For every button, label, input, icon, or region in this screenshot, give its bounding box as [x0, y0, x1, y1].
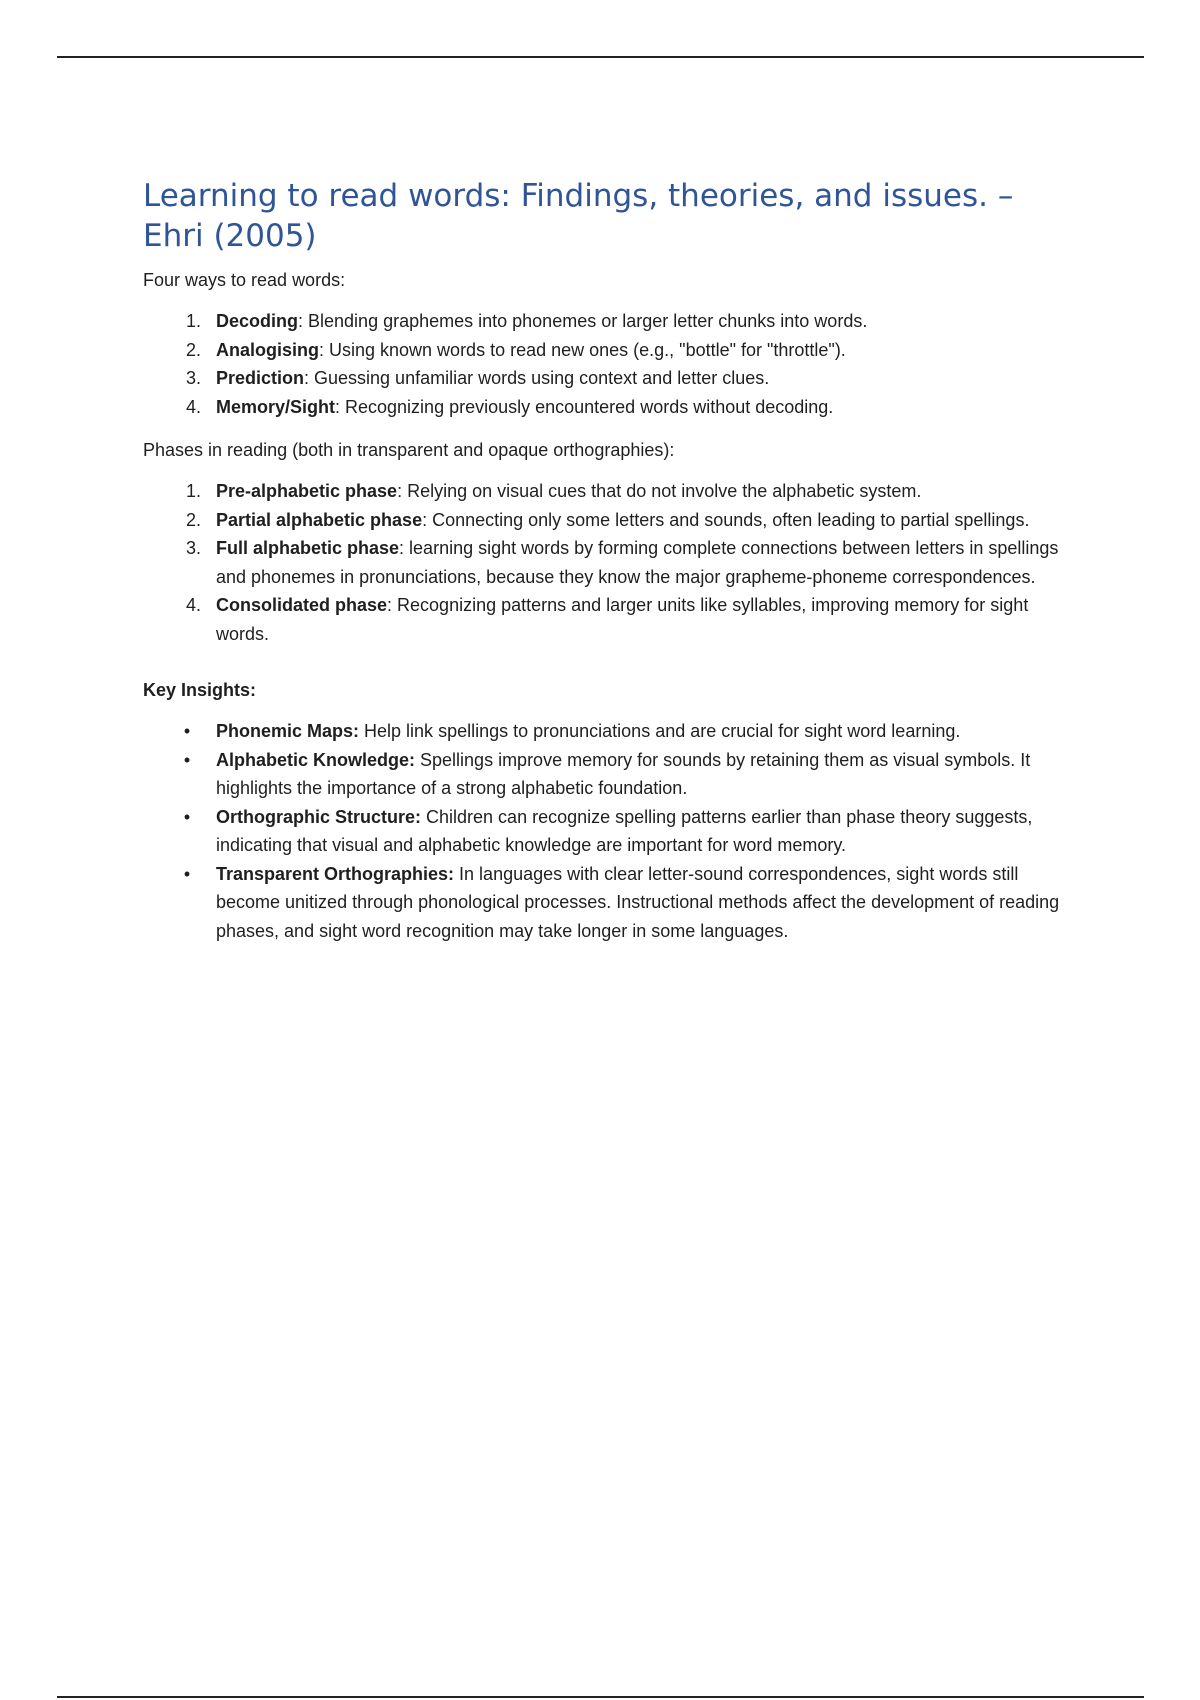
list-item — [143, 860, 1063, 946]
item-description: : Using known words to read new ones (e.g., "bottle" for "throttle"). — [319, 339, 846, 360]
item-term: Pre-alphabetic phase — [216, 481, 398, 501]
item-description: Spellings improve memory for sounds by retaining them as visual symbols. It highlights the importance of a strong alphabetic foundation. — [216, 749, 1031, 798]
item-description: Help link spellings to pronunciations and are crucial for sight word learning. — [359, 721, 961, 741]
list-item — [143, 534, 1063, 591]
phases-intro: Phases in reading (both in transparent and opaque orthographies): — [143, 440, 675, 460]
list-item — [143, 746, 1063, 803]
list-number: 3. — [185, 368, 201, 388]
bullet-icon: • — [183, 749, 191, 770]
item-term: Consolidated phase — [216, 595, 388, 615]
bullet-icon: • — [183, 863, 191, 884]
list-item — [143, 803, 1063, 860]
item-term: Phonemic Maps: — [216, 721, 360, 741]
item-term: Full alphabetic phase — [216, 538, 400, 558]
item-description: In languages with clear letter-sound correspondences, sight words still become unitized through phonological processes. Instructional methods affect the development of reading phases, and sight word recognition may take longer in some languages. — [216, 863, 1060, 941]
item-description: : Connecting only some letters and sounds, often leading to partial spellings. — [422, 509, 1030, 530]
list-item — [143, 307, 1063, 336]
list-item — [143, 717, 1063, 746]
item-description: : learning sight words by forming complete connections between letters in spellings and phonemes in pronunciations, because they know the major grapheme-phoneme correspondences. — [216, 538, 1059, 587]
list-item — [143, 393, 1063, 422]
item-description: : Blending graphemes into phonemes or larger letter chunks into words. — [298, 311, 868, 331]
item-description: Children can recognize spelling patterns earlier than phase theory suggests, indicating that visual and alphabetic knowledge are important for word memory. — [216, 806, 1033, 855]
phases-list — [143, 477, 1063, 648]
item-description: : Relying on visual cues that do not involve the alphabetic system. — [397, 481, 922, 501]
bullet-icon: • — [183, 721, 191, 741]
list-number: 1. — [185, 311, 201, 331]
item-term: Memory/Sight — [216, 396, 336, 417]
list-item — [143, 477, 1063, 506]
item-description: : Guessing unfamiliar words using context and letter clues. — [304, 368, 770, 388]
item-term: Analogising — [216, 339, 319, 360]
ways-list — [143, 307, 1063, 421]
item-description: : Recognizing patterns and larger units like syllables, improving memory for sight words. — [216, 595, 1029, 644]
list-item — [143, 591, 1063, 648]
list-number: 3. — [185, 538, 201, 558]
insights-list — [143, 717, 1063, 945]
document-body — [143, 176, 1063, 945]
item-term: Prediction — [216, 368, 305, 388]
document-title: Learning to read words: Findings, theories, and issues. – Ehri (2005) — [143, 178, 1014, 254]
list-item — [143, 506, 1063, 535]
list-number: 1. — [185, 481, 201, 501]
item-term: Transparent Orthographies: — [216, 863, 455, 884]
item-description: : Recognizing previously encountered words without decoding. — [335, 396, 834, 417]
item-term: Orthographic Structure: — [216, 806, 422, 827]
list-item — [143, 336, 1063, 365]
insights-heading: Key Insights: — [143, 680, 257, 700]
item-term: Alphabetic Knowledge: — [216, 749, 416, 770]
list-number: 2. — [185, 339, 201, 360]
item-term: Decoding — [216, 311, 299, 331]
bullet-icon: • — [183, 806, 191, 827]
item-term: Partial alphabetic phase — [216, 509, 423, 530]
list-number: 2. — [185, 509, 201, 530]
ways-intro: Four ways to read words: — [143, 270, 346, 290]
list-item — [143, 364, 1063, 393]
header-rule — [57, 56, 1144, 58]
footer-rule — [57, 1696, 1144, 1698]
list-number: 4. — [185, 595, 201, 615]
list-number: 4. — [185, 396, 201, 417]
